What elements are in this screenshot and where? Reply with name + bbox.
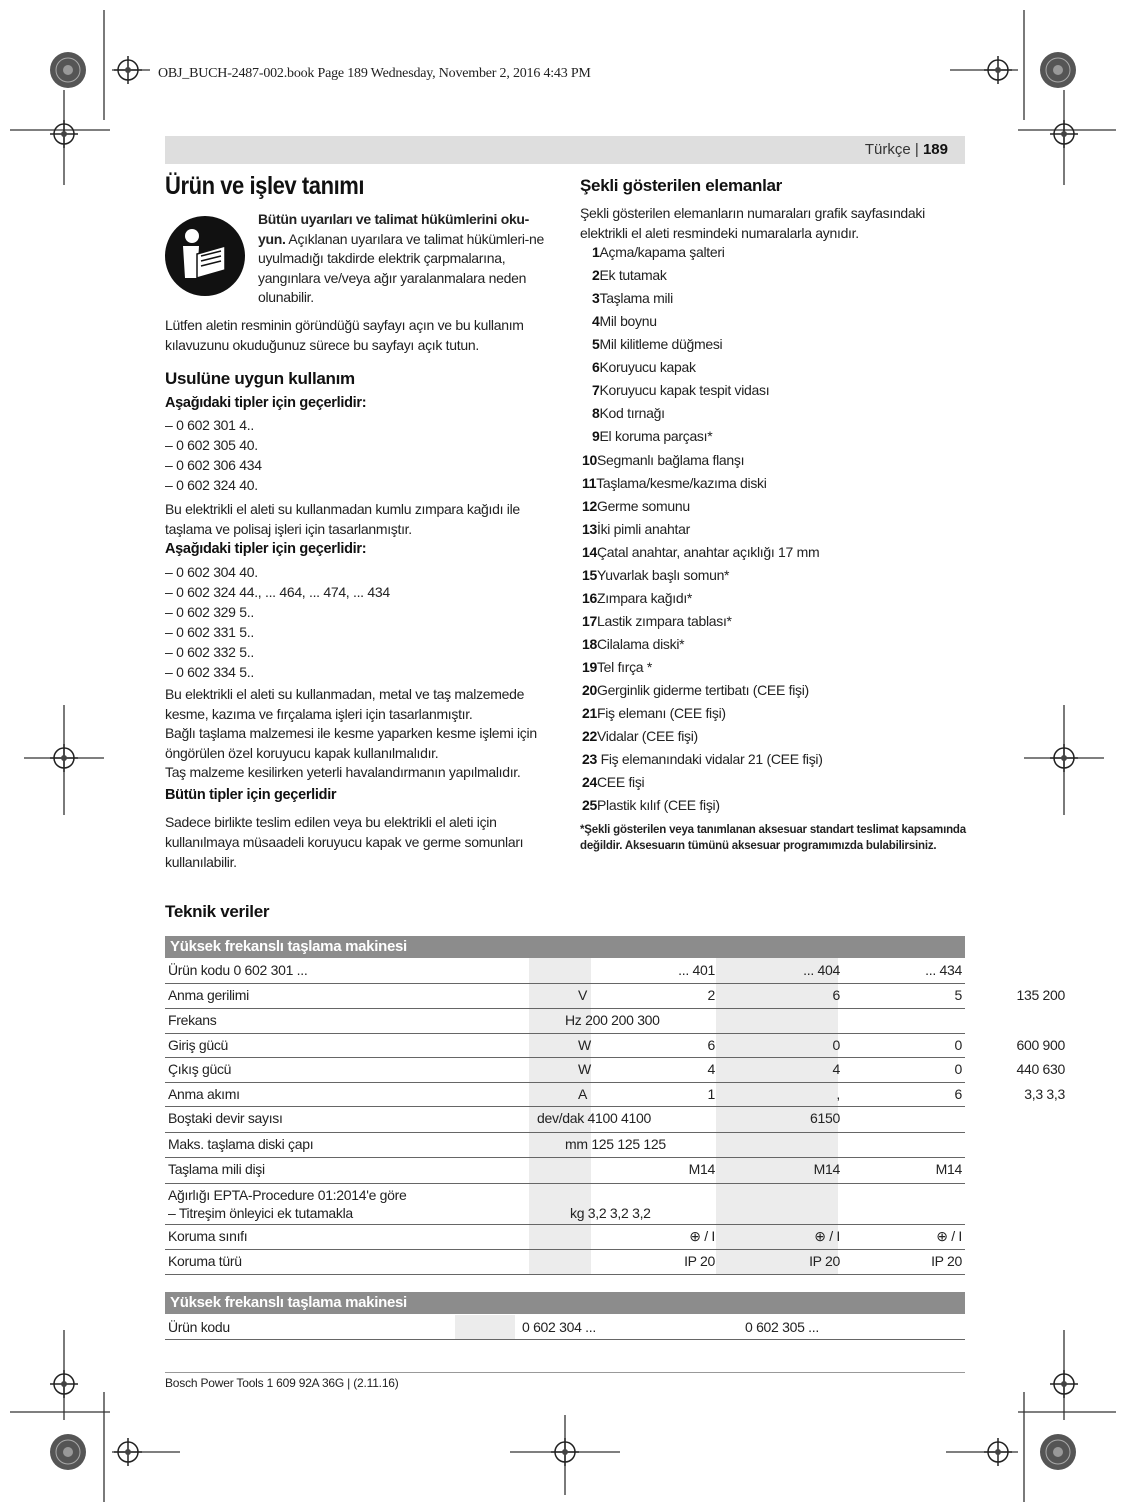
component-item <box>582 567 729 583</box>
group2-list <box>165 562 550 682</box>
table2-code2: 0 602 305 ... <box>745 1319 819 1335</box>
table-row <box>165 1106 965 1133</box>
row-unit: A <box>578 1086 588 1102</box>
list-item: – 0 602 332 5.. <box>165 644 254 660</box>
table-row <box>165 1224 965 1250</box>
table1-title: Yüksek frekanslı taşlama makinesi <box>165 936 965 958</box>
row-extra: 600 900 <box>1016 1037 1065 1053</box>
component-label: Plastik kılıf (CEE fişi) <box>596 797 720 813</box>
row-value-2: 6150 <box>810 1110 840 1126</box>
warning-body: Açıklanan uyarılara ve talimat hükümleri-ne uyulmadığı takdirde elektrik çarpmalarına, yangınlara ve/veya ağır yaralanmalara neden olunabilir. <box>258 230 544 305</box>
components-heading: Şekli gösterilen elemanlar <box>580 176 782 195</box>
file-info: OBJ_BUCH-2487-002.book Page 189 Wednesday, November 2, 2016 4:43 PM <box>158 66 591 81</box>
component-label: Zımpara kağıdı* <box>596 590 693 606</box>
row-label: Koruma sınıfı <box>168 1228 248 1244</box>
list-item: – 0 602 301 4.. <box>165 417 254 433</box>
component-number: 10 <box>582 452 597 468</box>
component-label: Fiş elemanındaki vidalar 21 (CEE fişi) <box>596 751 823 767</box>
row-unit: W <box>578 1037 591 1053</box>
row-value-2: ... 404 <box>803 962 840 978</box>
row-unit: kg 3,2 3,2 3,2 <box>570 1205 651 1221</box>
row-unit: W <box>578 1061 591 1077</box>
header-bar <box>165 136 965 164</box>
row-label: Giriş gücü <box>168 1037 229 1053</box>
component-number: 21 <box>582 705 597 721</box>
row-value-3: M14 <box>935 1161 962 1177</box>
component-number: 17 <box>582 613 597 629</box>
component-item <box>592 244 725 260</box>
list-item: – 0 602 324 44., ... 464, ... 474, ... 434 <box>165 584 390 600</box>
component-item <box>582 636 684 652</box>
components-footnote: *Şekli gösterilen veya tanımlanan aksesuar standart teslimat kapsamında değildir. Aksesuarın tümünü aksesuar programımızda bulabilirsiniz. <box>580 824 966 852</box>
component-label: Koruyucu kapak tespit vidası <box>599 382 770 398</box>
component-label: Lastik zımpara tablası* <box>596 613 732 629</box>
table-row <box>165 983 1065 1009</box>
table-row <box>165 1057 1065 1083</box>
row-value-2: , <box>836 1086 840 1102</box>
group3-heading: Bütün tipler için geçerlidir <box>165 787 337 803</box>
component-number: 4 <box>592 313 600 329</box>
component-item <box>582 682 809 698</box>
component-number: 3 <box>592 290 600 306</box>
list-item: – 0 602 324 40. <box>165 477 258 493</box>
component-number: 2 <box>592 267 600 283</box>
component-number: 23 <box>582 751 597 767</box>
table2-title: Yüksek frekanslı taşlama makinesi <box>165 1292 965 1314</box>
component-label: İki pimli anahtar <box>596 521 690 537</box>
component-item <box>582 452 744 468</box>
component-item <box>592 313 657 329</box>
component-label: Kod tırnağı <box>599 405 665 421</box>
component-item <box>582 590 692 606</box>
group1-list <box>165 415 550 495</box>
component-item <box>582 705 726 721</box>
list-item: – 0 602 334 5.. <box>165 664 254 680</box>
group2-text <box>165 685 550 783</box>
tech-heading: Teknik veriler <box>165 902 270 921</box>
table-row <box>165 958 965 984</box>
row-value-1: 6 <box>707 1037 715 1053</box>
row-value-3: 6 <box>954 1086 962 1102</box>
row-label: Boştaki devir sayısı <box>168 1110 283 1126</box>
page-header <box>865 141 948 158</box>
warning-text <box>258 210 548 308</box>
row-label: Ağırlığı EPTA-Procedure 01:2014'e göre <box>168 1187 407 1203</box>
row-value-1: M14 <box>688 1161 715 1177</box>
component-label: CEE fişi <box>596 774 645 790</box>
component-item <box>592 405 665 421</box>
component-item <box>582 521 690 537</box>
row-label: Anma gerilimi <box>168 987 249 1003</box>
row-value-3: IP 20 <box>931 1253 962 1269</box>
row-unit: V <box>578 987 588 1003</box>
component-number: 12 <box>582 498 597 514</box>
row-value-3: ⊕ / I <box>936 1228 962 1244</box>
component-item <box>592 336 722 352</box>
component-label: Çatal anahtar, anahtar açıklığı 17 mm <box>596 544 820 560</box>
component-item <box>592 290 673 306</box>
component-item <box>582 498 690 514</box>
row-value-1: IP 20 <box>684 1253 715 1269</box>
list-item: – 0 602 304 40. <box>165 564 258 580</box>
row-value-3: 5 <box>954 987 962 1003</box>
component-item <box>592 267 667 283</box>
row-value-2: 0 <box>832 1037 840 1053</box>
table-row <box>165 1249 965 1275</box>
component-label: Cilalama diski* <box>596 636 685 652</box>
page-title: Ürün ve işlev tanımı <box>165 172 365 200</box>
row-label: Maks. taşlama diski çapı <box>168 1136 314 1152</box>
component-label: Yuvarlak başlı somun* <box>596 567 730 583</box>
component-label: Koruyucu kapak <box>599 359 696 375</box>
component-label: Taşlama/kesme/kazıma diski <box>596 475 767 491</box>
group1-heading: Aşağıdaki tipler için geçerlidir: <box>165 395 367 411</box>
row-unit: mm 125 125 125 <box>565 1136 666 1152</box>
row-value-1: 2 <box>707 987 715 1003</box>
read-manual-icon <box>165 216 245 296</box>
row-value-3: ... 434 <box>925 962 962 978</box>
list-item: – 0 602 306 434 <box>165 457 262 473</box>
footer: Bosch Power Tools 1 609 92A 36G | (2.11.16) <box>165 1376 399 1390</box>
component-item <box>582 751 823 767</box>
component-item <box>582 475 767 491</box>
component-number: 22 <box>582 728 597 744</box>
group1-text: Bu elektrikli el aleti su kullanmadan kumlu zımpara kağıdı ile taşlama ve polisaj işleri için tasarlanmıştır. <box>165 501 520 537</box>
component-number: 16 <box>582 590 597 606</box>
row-label-sub: – Titreşim önleyici ek tutamakla <box>168 1205 353 1221</box>
component-number: 18 <box>582 636 597 652</box>
row-label: Çıkış gücü <box>168 1061 232 1077</box>
component-label: Taşlama mili <box>599 290 673 306</box>
group2-paragraph: Taş malzeme kesilirken yeterli havalandırmanın yapılmalıdır. <box>165 764 521 780</box>
table-row <box>165 1157 965 1184</box>
component-item <box>582 544 819 560</box>
row-unit: Hz 200 200 300 <box>565 1012 660 1028</box>
component-label: Segmanlı bağlama flanşı <box>596 452 745 468</box>
component-item <box>592 428 712 444</box>
page-number: 189 <box>922 141 948 158</box>
row-value-2: IP 20 <box>809 1253 840 1269</box>
component-label: Vidalar (CEE fişi) <box>596 728 698 744</box>
header-language: Türkçe <box>864 141 911 158</box>
intended-use-heading: Usulüne uygun kullanım <box>165 369 355 388</box>
list-item: – 0 602 331 5.. <box>165 624 254 640</box>
row-value-2: M14 <box>813 1161 840 1177</box>
component-label: Mil kilitleme düğmesi <box>599 336 723 352</box>
component-number: 5 <box>592 336 600 352</box>
row-value-3: 0 <box>954 1061 962 1077</box>
group2-paragraph: Bağlı taşlama malzemesi ile kesme yaparken kesme işlemi için öngörülen özel koruyucu kapak kullanılmalıdır. <box>165 725 537 761</box>
group3-text: Sadece birlikte teslim edilen veya bu elektrikli el aleti için kullanılmaya müsaadeli koruyucu kapak ve germe somunları kullanılabilir. <box>165 814 524 870</box>
row-value-1: ⊕ / I <box>689 1228 715 1244</box>
component-item <box>582 797 720 813</box>
table2-label: Ürün kodu <box>168 1319 230 1335</box>
component-number: 1 <box>592 244 600 260</box>
component-number: 11 <box>582 475 597 491</box>
component-number: 14 <box>582 544 597 560</box>
table-row <box>165 1315 965 1340</box>
row-label: Koruma türü <box>168 1253 242 1269</box>
component-item <box>582 728 698 744</box>
row-value-1: ... 401 <box>678 962 715 978</box>
component-number: 15 <box>582 567 597 583</box>
warning-bold: Bütün uyarıları ve talimat hükümlerini oku-yun. <box>258 211 530 247</box>
footer-rule <box>165 1372 965 1373</box>
component-number: 9 <box>592 428 600 444</box>
component-number: 6 <box>592 359 600 375</box>
row-label: Anma akımı <box>168 1086 240 1102</box>
component-number: 8 <box>592 405 600 421</box>
component-item <box>592 382 769 398</box>
table-row <box>165 1082 1065 1107</box>
row-label: Frekans <box>168 1012 217 1028</box>
component-label: Germe somunu <box>596 498 690 514</box>
component-number: 24 <box>582 774 597 790</box>
row-extra: 440 630 <box>1016 1061 1065 1077</box>
table-row <box>165 1183 965 1225</box>
intro-text: Lütfen aletin resminin göründüğü sayfayı açın ve bu kullanım kılavuzunu okuduğunuz sürece bu sayfayı açık tutun. <box>165 317 524 353</box>
component-number: 19 <box>582 659 597 675</box>
table2-code1: 0 602 304 ... <box>522 1319 596 1335</box>
row-unit: dev/dak 4100 4100 <box>537 1110 652 1126</box>
component-label: Mil boynu <box>599 313 657 329</box>
row-value-3: 0 <box>954 1037 962 1053</box>
component-label: Ek tutamak <box>599 267 667 283</box>
list-item: – 0 602 305 40. <box>165 437 258 453</box>
row-extra: 135 200 <box>1016 987 1065 1003</box>
component-item <box>582 659 652 675</box>
table-row <box>165 1132 965 1158</box>
component-label: El koruma parçası* <box>599 428 713 444</box>
row-extra: 3,3 3,3 <box>1024 1086 1065 1102</box>
component-item <box>582 774 644 790</box>
component-item <box>592 359 696 375</box>
component-label: Açma/kapama şalteri <box>599 244 725 260</box>
component-label: Fiş elemanı (CEE fişi) <box>596 705 726 721</box>
component-number: 25 <box>582 797 597 813</box>
component-number: 7 <box>592 382 600 398</box>
row-value-2: 4 <box>832 1061 840 1077</box>
component-number: 13 <box>582 521 597 537</box>
table-row <box>165 1033 1065 1058</box>
list-item: – 0 602 329 5.. <box>165 604 254 620</box>
row-value-2: ⊕ / I <box>814 1228 840 1244</box>
component-number: 20 <box>582 682 597 698</box>
group2-paragraph: Bu elektrikli el aleti su kullanmadan, metal ve taş malzemede kesme, kazıma ve fırçalama işleri için tasarlanmıştır. <box>165 686 525 722</box>
group2-heading: Aşağıdaki tipler için geçerlidir: <box>165 541 367 557</box>
row-value-1: 1 <box>707 1086 715 1102</box>
component-label: Tel fırça * <box>596 659 653 675</box>
row-value-2: 6 <box>832 987 840 1003</box>
row-label: Taşlama mili dişi <box>168 1161 265 1177</box>
header-separator: | <box>910 141 923 158</box>
components-intro: Şekli gösterilen elemanların numaraları grafik sayfasındaki elektrikli el aleti resmindeki numaralarla aynıdır. <box>580 205 925 241</box>
table-row <box>165 1008 965 1034</box>
component-item <box>582 613 732 629</box>
component-label: Gerginlik giderme tertibatı (CEE fişi) <box>596 682 809 698</box>
row-label: Ürün kodu 0 602 301 ... <box>168 962 308 978</box>
row-value-1: 4 <box>707 1061 715 1077</box>
